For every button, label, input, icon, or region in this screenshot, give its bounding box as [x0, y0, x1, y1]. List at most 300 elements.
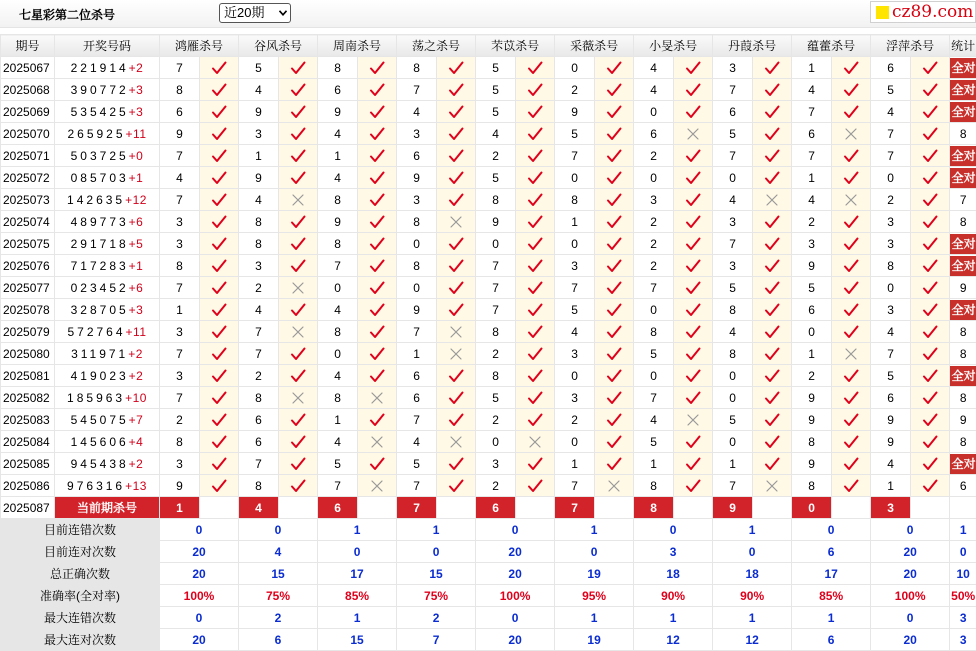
summary-value: 4	[239, 541, 318, 563]
summary-value: 17	[318, 563, 397, 585]
kill-result	[358, 299, 397, 321]
summary-value: 0	[239, 519, 318, 541]
summary-value: 1	[713, 607, 792, 629]
summary-value: 12	[634, 629, 713, 651]
kill-result	[753, 365, 792, 387]
kill-number: 4	[634, 79, 674, 101]
check-icon	[289, 170, 307, 186]
check-icon	[368, 192, 386, 208]
kill-result	[674, 387, 713, 409]
all-correct-badge: 全对	[950, 234, 976, 254]
all-correct-badge: 全对	[950, 102, 976, 122]
check-icon	[368, 148, 386, 164]
check-icon	[526, 390, 544, 406]
cross-icon	[447, 434, 465, 450]
check-icon	[368, 412, 386, 428]
check-icon	[842, 434, 860, 450]
draw-cell	[55, 387, 160, 409]
check-icon	[605, 258, 623, 274]
col-expert: 荡之杀号	[397, 35, 476, 57]
kill-result	[200, 79, 239, 101]
check-icon	[684, 478, 702, 494]
stat-cell	[950, 431, 976, 453]
check-icon	[210, 214, 228, 230]
kill-number: 6	[397, 387, 437, 409]
draw-cell	[55, 431, 160, 453]
kill-number: 5	[713, 277, 753, 299]
kill-result	[595, 79, 634, 101]
kill-result	[832, 277, 871, 299]
check-icon	[763, 368, 781, 384]
issue-cell: 2025081	[1, 365, 55, 387]
kill-result	[358, 321, 397, 343]
stat-cell	[950, 145, 976, 167]
kill-result	[437, 233, 476, 255]
kill-number: 9	[397, 167, 437, 189]
draw-delta: +2	[128, 347, 143, 361]
kill-result	[516, 167, 555, 189]
table-row	[1, 431, 976, 453]
kill-number: 4	[239, 299, 279, 321]
check-icon	[447, 412, 465, 428]
draw-cell	[55, 475, 160, 497]
kill-number: 0	[871, 167, 911, 189]
kill-result	[437, 123, 476, 145]
kill-result	[437, 57, 476, 79]
kill-result	[674, 101, 713, 123]
check-icon	[605, 368, 623, 384]
kill-result	[753, 299, 792, 321]
check-icon	[921, 324, 939, 340]
kill-number: 3	[476, 453, 516, 475]
check-icon	[526, 368, 544, 384]
check-icon	[447, 192, 465, 208]
kill-result	[832, 431, 871, 453]
check-icon	[447, 82, 465, 98]
kill-number: 3	[160, 453, 200, 475]
draw-digits: 085703	[71, 171, 129, 185]
stat-value: 9	[960, 281, 967, 295]
kill-result	[200, 387, 239, 409]
kill-result	[674, 453, 713, 475]
check-icon	[210, 324, 228, 340]
kill-result	[279, 189, 318, 211]
check-icon	[684, 214, 702, 230]
check-icon	[763, 456, 781, 472]
kill-result	[911, 321, 950, 343]
check-icon	[921, 412, 939, 428]
kill-result	[753, 255, 792, 277]
check-icon	[447, 60, 465, 76]
check-icon	[921, 434, 939, 450]
summary-value: 1	[792, 607, 871, 629]
col-expert: 周南杀号	[318, 35, 397, 57]
kill-number: 3	[713, 211, 753, 233]
kill-result	[358, 79, 397, 101]
kill-result	[279, 365, 318, 387]
kill-number: 4	[397, 101, 437, 123]
kill-number: 4	[634, 409, 674, 431]
kill-number: 6	[397, 145, 437, 167]
kill-result	[595, 299, 634, 321]
check-icon	[289, 214, 307, 230]
kill-number: 8	[239, 387, 279, 409]
kill-number: 3	[160, 365, 200, 387]
kill-number: 9	[397, 299, 437, 321]
check-icon	[684, 236, 702, 252]
kill-number: 2	[476, 145, 516, 167]
check-icon	[921, 170, 939, 186]
header-row	[1, 35, 976, 57]
kill-result	[753, 79, 792, 101]
kill-number: 1	[555, 453, 595, 475]
kill-number: 7	[160, 189, 200, 211]
draw-cell	[55, 409, 160, 431]
check-icon	[368, 346, 386, 362]
table-row	[1, 475, 976, 497]
kill-number: 0	[318, 277, 358, 299]
kill-result	[279, 299, 318, 321]
draw-cell	[55, 365, 160, 387]
kill-result	[674, 145, 713, 167]
kill-number: 6	[792, 299, 832, 321]
summary-value: 20	[871, 629, 950, 651]
summary-value: 6	[239, 629, 318, 651]
kill-number: 0	[713, 387, 753, 409]
kill-number: 8	[634, 475, 674, 497]
check-icon	[763, 390, 781, 406]
kill-result	[200, 475, 239, 497]
draw-cell	[55, 123, 160, 145]
kill-result	[437, 277, 476, 299]
check-icon	[526, 478, 544, 494]
col-stat: 统计	[950, 35, 976, 57]
check-icon	[842, 412, 860, 428]
kill-number-table	[0, 34, 976, 651]
kill-number: 5	[871, 365, 911, 387]
draw-cell	[55, 189, 160, 211]
kill-number: 7	[871, 123, 911, 145]
period-select[interactable]	[219, 3, 291, 23]
kill-number: 7	[713, 79, 753, 101]
draw-digits: 717283	[71, 259, 129, 273]
kill-result	[200, 167, 239, 189]
check-icon	[763, 434, 781, 450]
check-icon	[842, 324, 860, 340]
check-icon	[842, 148, 860, 164]
kill-result	[674, 211, 713, 233]
kill-number: 1	[397, 343, 437, 365]
site-logo[interactable]	[870, 1, 976, 23]
cross-icon	[289, 324, 307, 340]
kill-number: 1	[792, 343, 832, 365]
check-icon	[684, 302, 702, 318]
kill-result	[753, 167, 792, 189]
kill-result	[279, 233, 318, 255]
kill-number: 4	[239, 189, 279, 211]
check-icon	[526, 82, 544, 98]
check-icon	[526, 302, 544, 318]
kill-result	[200, 343, 239, 365]
kill-result	[911, 255, 950, 277]
kill-number: 1	[713, 453, 753, 475]
kill-result	[595, 475, 634, 497]
current-kill-blank	[911, 497, 950, 519]
kill-result	[911, 453, 950, 475]
kill-result	[358, 475, 397, 497]
issue-cell: 2025072	[1, 167, 55, 189]
check-icon	[368, 60, 386, 76]
kill-result	[358, 211, 397, 233]
table-row	[1, 277, 976, 299]
kill-result	[911, 211, 950, 233]
check-icon	[526, 104, 544, 120]
kill-number: 9	[318, 101, 358, 123]
kill-result	[200, 233, 239, 255]
summary-value: 15	[318, 629, 397, 651]
kill-result	[516, 387, 555, 409]
kill-number: 5	[713, 409, 753, 431]
kill-result	[911, 365, 950, 387]
kill-number: 6	[239, 409, 279, 431]
kill-number: 7	[318, 475, 358, 497]
kill-result	[279, 255, 318, 277]
kill-result	[200, 123, 239, 145]
summary-value: 18	[634, 563, 713, 585]
cross-icon	[842, 192, 860, 208]
current-kill-number: 7	[555, 497, 595, 519]
kill-result	[595, 233, 634, 255]
issue-cell: 2025086	[1, 475, 55, 497]
kill-result	[832, 167, 871, 189]
summary-stat: 3	[950, 629, 976, 651]
draw-digits: 489773	[71, 215, 129, 229]
check-icon	[684, 280, 702, 296]
check-icon	[210, 280, 228, 296]
stat-value: 8	[960, 325, 967, 339]
kill-result	[753, 145, 792, 167]
summary-value: 0	[634, 519, 713, 541]
kill-result	[832, 343, 871, 365]
check-icon	[763, 82, 781, 98]
summary-value: 0	[792, 519, 871, 541]
kill-result	[358, 145, 397, 167]
kill-number: 3	[555, 343, 595, 365]
kill-number: 0	[476, 233, 516, 255]
kill-number: 5	[476, 57, 516, 79]
kill-number: 4	[792, 79, 832, 101]
kill-number: 2	[555, 409, 595, 431]
kill-number: 4	[318, 431, 358, 453]
check-icon	[526, 324, 544, 340]
kill-number: 9	[318, 211, 358, 233]
check-icon	[447, 302, 465, 318]
check-icon	[605, 236, 623, 252]
draw-delta: +1	[129, 171, 144, 185]
cross-icon	[842, 126, 860, 142]
kill-number: 5	[555, 299, 595, 321]
kill-number: 0	[634, 299, 674, 321]
check-icon	[210, 104, 228, 120]
table-row	[1, 321, 976, 343]
check-icon	[368, 236, 386, 252]
kill-result	[516, 277, 555, 299]
kill-result	[832, 299, 871, 321]
check-icon	[447, 148, 465, 164]
check-icon	[763, 214, 781, 230]
kill-number: 4	[476, 123, 516, 145]
summary-value: 1	[634, 607, 713, 629]
kill-number: 4	[713, 189, 753, 211]
draw-cell	[55, 321, 160, 343]
check-icon	[921, 82, 939, 98]
summary-value: 0	[871, 607, 950, 629]
check-icon	[210, 170, 228, 186]
kill-result	[674, 475, 713, 497]
stat-cell	[950, 57, 976, 79]
kill-number: 3	[239, 255, 279, 277]
kill-number: 2	[871, 189, 911, 211]
kill-number: 9	[871, 431, 911, 453]
check-icon	[684, 346, 702, 362]
check-icon	[684, 434, 702, 450]
draw-delta: +3	[129, 105, 144, 119]
issue-cell: 2025084	[1, 431, 55, 453]
check-icon	[684, 324, 702, 340]
kill-result	[595, 453, 634, 475]
check-icon	[921, 60, 939, 76]
check-icon	[684, 390, 702, 406]
kill-number: 7	[160, 387, 200, 409]
table-row	[1, 365, 976, 387]
kill-result	[911, 431, 950, 453]
table-row	[1, 123, 976, 145]
kill-result	[595, 387, 634, 409]
check-icon	[684, 368, 702, 384]
col-expert: 谷风杀号	[239, 35, 318, 57]
draw-delta: +2	[129, 61, 144, 75]
draw-cell	[55, 343, 160, 365]
kill-number: 3	[871, 211, 911, 233]
kill-result	[674, 343, 713, 365]
kill-number: 9	[160, 475, 200, 497]
check-icon	[210, 302, 228, 318]
kill-number: 8	[239, 211, 279, 233]
kill-number: 8	[318, 57, 358, 79]
kill-number: 9	[160, 123, 200, 145]
kill-result	[200, 57, 239, 79]
kill-result	[674, 431, 713, 453]
kill-number: 7	[397, 79, 437, 101]
summary-value: 0	[160, 607, 239, 629]
kill-number: 8	[397, 57, 437, 79]
kill-number: 8	[318, 189, 358, 211]
cross-icon	[289, 280, 307, 296]
summary-value: 18	[713, 563, 792, 585]
kill-number: 4	[555, 321, 595, 343]
check-icon	[921, 346, 939, 362]
kill-number: 8	[871, 255, 911, 277]
issue-cell: 2025068	[1, 79, 55, 101]
current-kill-blank	[358, 497, 397, 519]
kill-number: 0	[318, 343, 358, 365]
draw-delta: +3	[129, 303, 144, 317]
kill-number: 0	[634, 365, 674, 387]
kill-result	[200, 409, 239, 431]
kill-number: 6	[239, 431, 279, 453]
summary-stat: 3	[950, 607, 976, 629]
check-icon	[605, 104, 623, 120]
issue-cell: 2025077	[1, 277, 55, 299]
kill-result	[753, 475, 792, 497]
kill-number: 4	[318, 365, 358, 387]
check-icon	[368, 280, 386, 296]
kill-result	[832, 233, 871, 255]
check-icon	[447, 126, 465, 142]
issue-cell: 2025080	[1, 343, 55, 365]
check-icon	[842, 478, 860, 494]
kill-result	[595, 431, 634, 453]
draw-cell	[55, 277, 160, 299]
table-row	[1, 57, 976, 79]
kill-result	[753, 211, 792, 233]
draw-digits: 142635	[67, 193, 125, 207]
check-icon	[763, 104, 781, 120]
kill-result	[200, 365, 239, 387]
col-expert: 浮萍杀号	[871, 35, 950, 57]
check-icon	[368, 104, 386, 120]
summary-value: 20	[871, 563, 950, 585]
summary-row	[1, 607, 976, 629]
kill-number: 9	[871, 409, 911, 431]
kill-number: 8	[160, 255, 200, 277]
kill-result	[358, 387, 397, 409]
kill-number: 2	[239, 277, 279, 299]
kill-number: 7	[239, 453, 279, 475]
draw-digits: 023452	[71, 281, 129, 295]
kill-number: 7	[555, 475, 595, 497]
kill-number: 1	[792, 57, 832, 79]
stat-cell	[950, 321, 976, 343]
kill-result	[358, 57, 397, 79]
stat-cell	[950, 365, 976, 387]
check-icon	[605, 302, 623, 318]
check-icon	[526, 192, 544, 208]
check-icon	[763, 148, 781, 164]
check-icon	[763, 60, 781, 76]
draw-cell	[55, 79, 160, 101]
kill-number: 5	[634, 343, 674, 365]
issue-cell: 2025069	[1, 101, 55, 123]
kill-number: 0	[634, 167, 674, 189]
check-icon	[921, 302, 939, 318]
stat-value: 8	[960, 215, 967, 229]
kill-result	[516, 145, 555, 167]
all-correct-badge: 全对	[950, 454, 976, 474]
draw-delta: +1	[129, 259, 144, 273]
table-row	[1, 453, 976, 475]
kill-number: 8	[318, 321, 358, 343]
stat-value: 8	[960, 435, 967, 449]
summary-value: 1	[318, 519, 397, 541]
kill-number: 6	[871, 387, 911, 409]
kill-number: 7	[476, 255, 516, 277]
kill-result	[911, 299, 950, 321]
kill-number: 8	[318, 233, 358, 255]
summary-value: 17	[792, 563, 871, 585]
kill-result	[279, 387, 318, 409]
kill-number: 8	[397, 255, 437, 277]
